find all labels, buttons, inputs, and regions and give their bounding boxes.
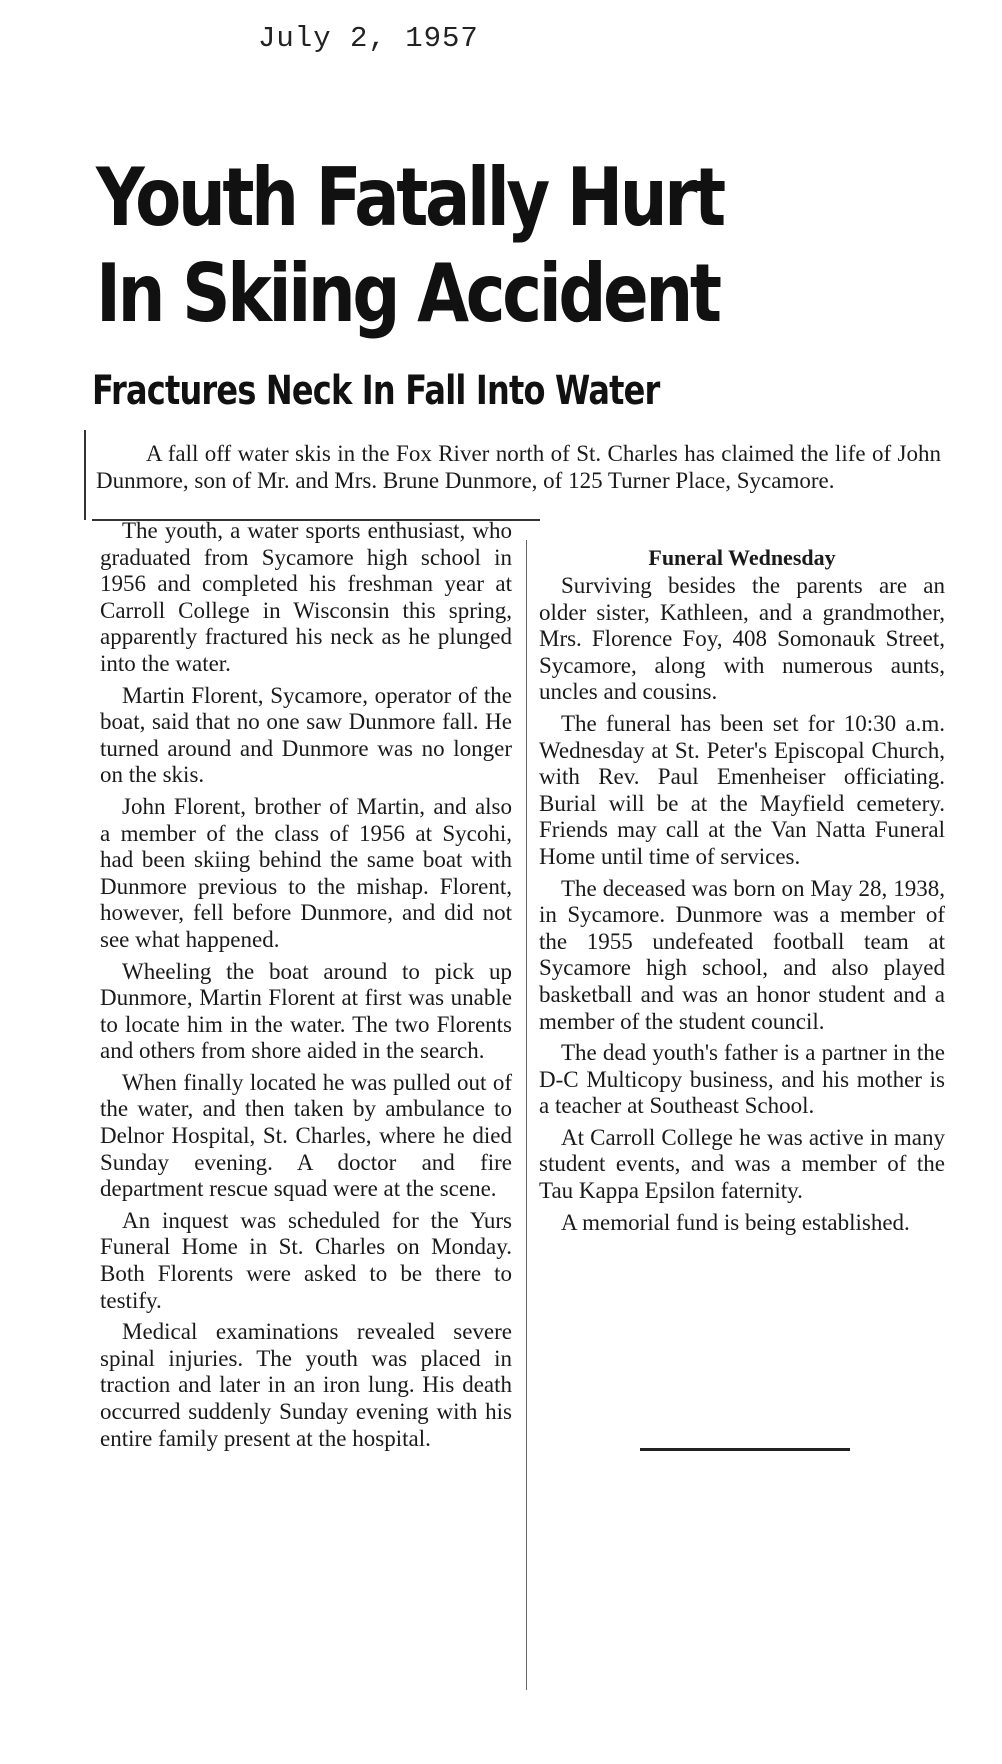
article-paragraph: An inquest was scheduled for the Yurs Funeral Home in St. Charles on Monday. Both Florents were asked to be there to testify. — [100, 1207, 512, 1313]
section-subtitle: Funeral Wednesday — [648, 545, 836, 570]
lead-margin-rule — [84, 430, 86, 520]
column-divider — [526, 540, 527, 1690]
article-paragraph: The funeral has been set for 10:30 a.m. Wednesday at St. Peter's Episcopal Church, with Rev. Paul Emenheiser officiating. Burial will be at the Mayfield cemetery. Friends may call at the Van Natta Funeral Home until time of services. — [539, 710, 945, 869]
article-end-rule — [640, 1448, 850, 1451]
article-paragraph: Wheeling the boat around to pick up Dunmore, Martin Florent at first was unable to locate him in the water. The two Florents and others from shore aided in the search. — [100, 958, 512, 1064]
headline-line-1: Youth Fatally Hurt — [96, 151, 723, 244]
subheadline: Fractures Neck In Fall Into Water — [92, 368, 660, 414]
lead-paragraph: A fall off water skis in the Fox River north of St. Charles has claimed the life of John Dunmore, son of Mr. and Mrs. Brune Dunmore, of 125 Turner Place, Sycamore. — [96, 441, 941, 493]
article-paragraph: Medical examinations revealed severe spinal injuries. The youth was placed in traction and later in an iron lung. His death occurred suddenly Sunday evening with his entire family present at the hospital. — [100, 1319, 512, 1451]
article-paragraph: The deceased was born on May 28, 1938, in Sycamore. Dunmore was a member of the 1955 undefeated football team at Sycamore high school, and also played basketball and was an honor student and a member of the student council. — [539, 875, 945, 1034]
article-paragraph: The youth, a water sports enthusiast, who graduated from Sycamore high school in 1956 and completed his freshman year at Carroll College in Wisconsin this spring, apparently fractured his neck as he plunged into the water. — [100, 518, 512, 676]
article-paragraph: When finally located he was pulled out of the water, and then taken by ambulance to Delnor Hospital, St. Charles, where he died Sunday evening. A doctor and fire department rescue squad were at the scene. — [100, 1069, 512, 1202]
article-paragraph: Surviving besides the parents are an older sister, Kathleen, and a grandmother, Mrs. Florence Foy, 408 Somonauk Street, Sycamore, along with numerous aunts, uncles and cousins. — [539, 573, 945, 705]
article-paragraph: Martin Florent, Sycamore, operator of the boat, said that no one saw Dunmore fall. He turned around and Dunmore was no longer on the skis. — [100, 682, 512, 788]
headline-line-2: In Skiing Accident — [96, 247, 719, 340]
article-paragraph: At Carroll College he was active in many student events, and was a member of the Tau Kappa Epsilon faternity. — [539, 1124, 945, 1204]
clipping-date: July 2, 1957 — [258, 22, 479, 55]
article-paragraph: John Florent, brother of Martin, and also a member of the class of 1956 at Sycohi, had been skiing behind the same boat with Dunmore previous to the mishap. Florent, however, fell before Dunmore, and did not see what happened. — [100, 793, 512, 952]
article-paragraph: A memorial fund is being established. — [561, 1209, 910, 1235]
headline — [96, 150, 768, 342]
article-column-left — [100, 518, 512, 1457]
article-paragraph: The dead youth's father is a partner in the D-C Multicopy business, and his mother is a teacher at Southeast School. — [539, 1040, 945, 1119]
article-column-right — [539, 544, 945, 1241]
